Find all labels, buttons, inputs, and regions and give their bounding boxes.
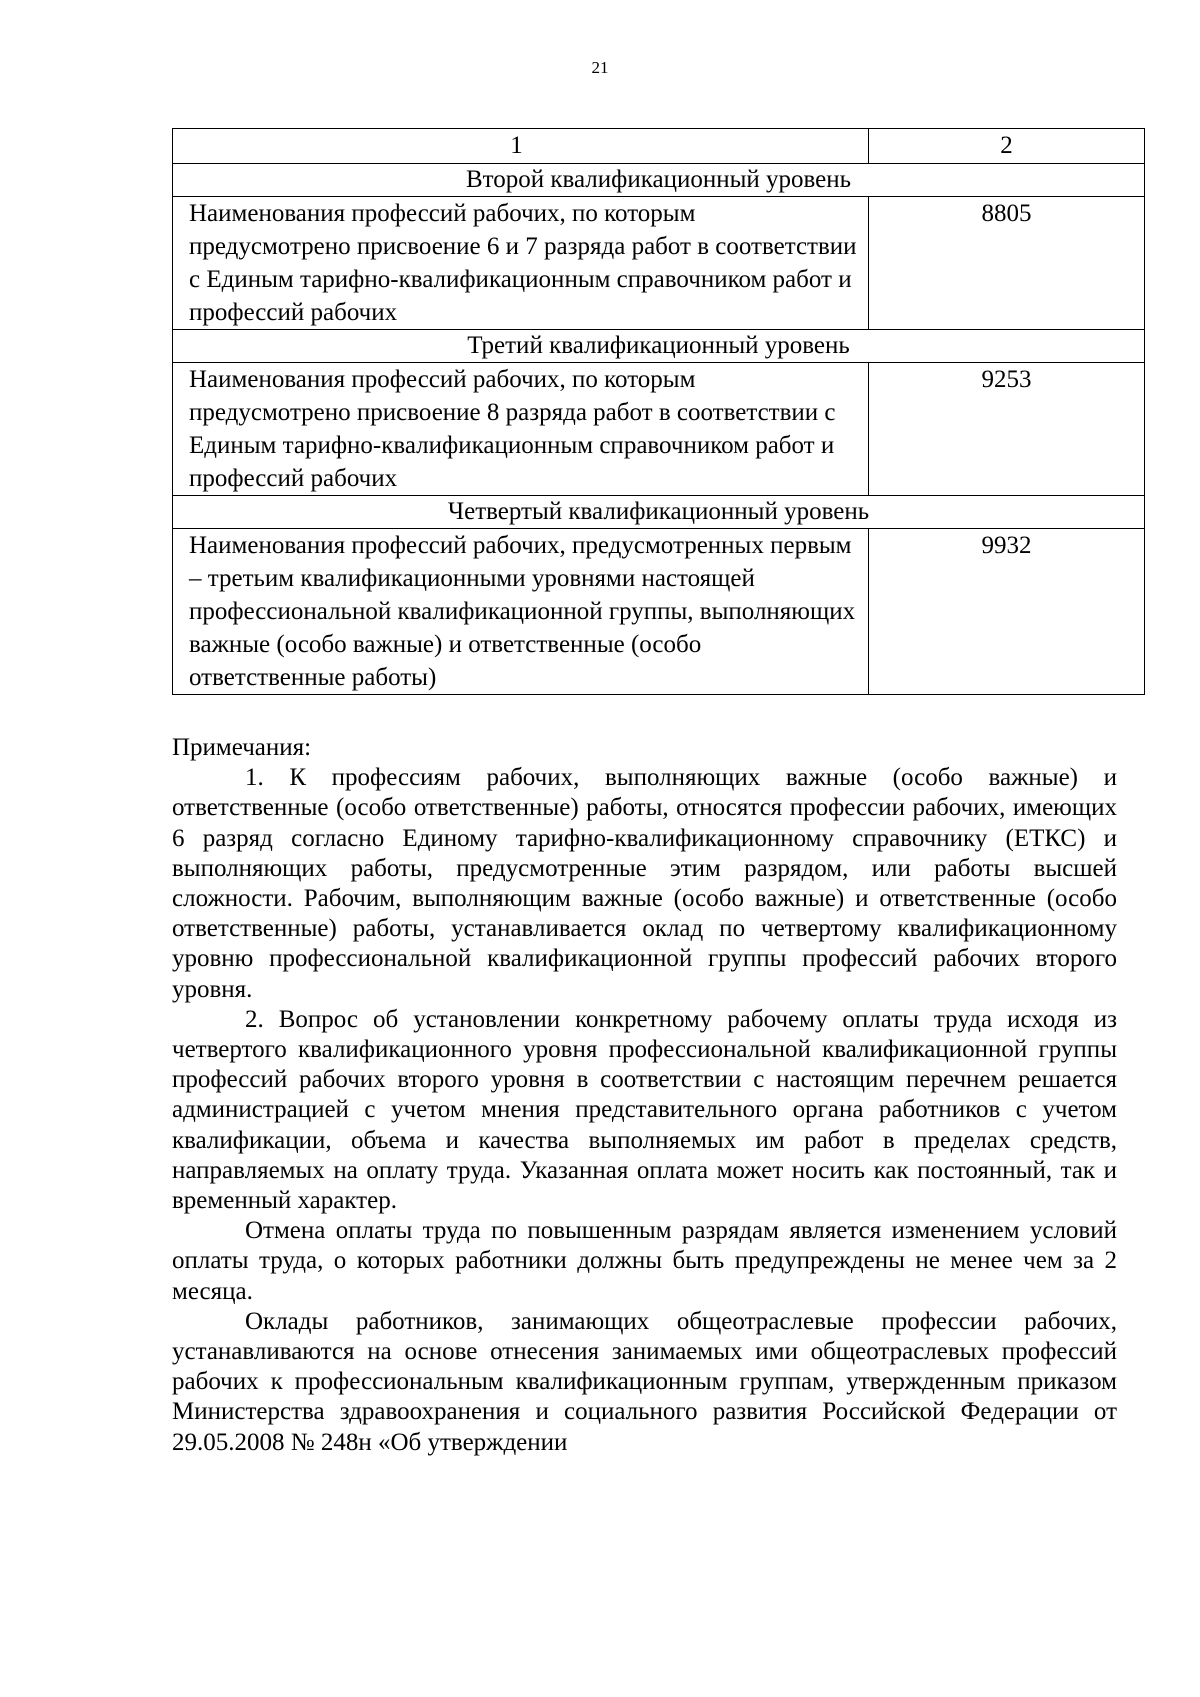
level-row <box>173 164 1145 197</box>
note-paragraph: 1. К профессиям рабочих, выполняющих важные (особо важные) и ответственные (особо ответственные) работы, относятся профессии рабочих, имеющих 6 разряд согласно Единому тарифно-квалификационному справочнику (ЕТКС) и выполняющих работы, предусмотренные этим разрядом, или работы высшей сложности. Рабочим, выполняющим важные (особо важные) и ответственные (особо ответственные) работы, устанавливается оклад по четвертому квалификационному уровню профессиональной квалификационной группы профессий рабочих второго уровня. <box>172 764 1117 1003</box>
table-row <box>173 529 1145 695</box>
salary-value: 8805 <box>869 197 1145 330</box>
level-title: Третий квалификационный уровень <box>173 330 1145 363</box>
level-title: Второй квалификационный уровень <box>173 164 1145 197</box>
note-paragraph: 2. Вопрос об установлении конкретному рабочему оплаты труда исходя из четвертого квалификационного уровня профессиональной квалификационной группы профессий рабочих второго уровня в соответствии с настоящим перечнем решается администрацией с учетом мнения представительного органа работников с учетом квалификации, объема и качества выполняемых им работ в пределах средств, направляемых на оплату труда. Указанная оплата может носить как постоянный, так и временный характер. <box>172 1005 1117 1215</box>
notes-title: Примечания: <box>172 734 312 761</box>
notes-section <box>172 733 1117 1458</box>
salary-value: 9253 <box>869 363 1145 496</box>
page-number: 21 <box>591 58 609 77</box>
profession-description: Наименования профессий рабочих, по которым предусмотрено присвоение 8 разряда работ в соответствии с Единым тарифно-квалификационным справочником работ и профессий рабочих <box>173 363 869 496</box>
note-paragraph: Отмена оплаты труда по повышенным разрядам является изменением условий оплаты труда, о которых работники должны быть предупреждены не менее чем за 2 месяца. <box>172 1217 1117 1305</box>
table-row <box>173 197 1145 330</box>
salary-value: 9932 <box>869 529 1145 695</box>
level-title: Четвертый квалификационный уровень <box>173 496 1145 529</box>
profession-description: Наименования профессий рабочих, предусмотренных первым – третьим квалификационными уровнями настоящей профессиональной квалификационной группы, выполняющих важные (особо важные) и ответственные (особо ответственные работы) <box>173 529 869 695</box>
level-row <box>173 330 1145 363</box>
table-header-row <box>173 129 1145 164</box>
qualification-table <box>172 128 1145 695</box>
level-row <box>173 496 1145 529</box>
table-row <box>173 363 1145 496</box>
note-paragraph: Оклады работников, занимающих общеотраслевые профессии рабочих, устанавливаются на основе отнесения занимаемых ими общеотраслевых профессий рабочих к профессиональным квалификационным группам, утвержденным приказом Министерства здравоохранения и социального развития Российской Федерации от 29.05.2008 № 248н «Об утверждении <box>172 1307 1117 1456</box>
profession-description: Наименования профессий рабочих, по которым предусмотрено присвоение 6 и 7 разряда работ в соответствии с Единым тарифно-квалификационным справочником работ и профессий рабочих <box>173 197 869 330</box>
header-col-1: 1 <box>173 129 869 164</box>
header-col-2: 2 <box>869 129 1145 164</box>
